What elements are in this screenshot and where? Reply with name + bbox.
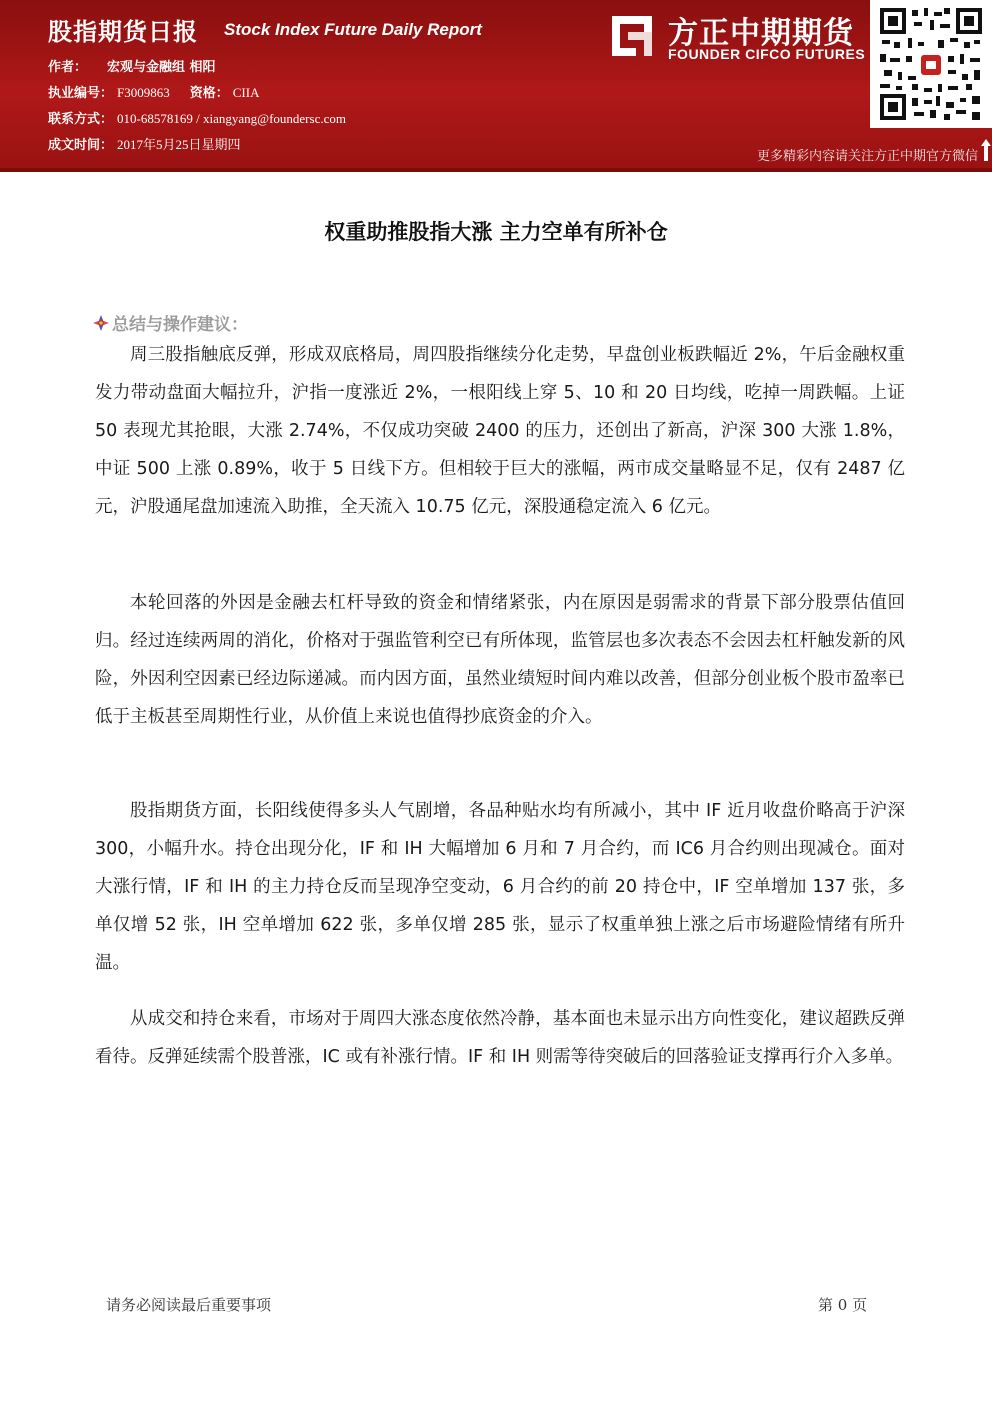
qr-code-icon bbox=[878, 6, 984, 122]
header-divider bbox=[0, 168, 992, 172]
author-label: 作者： bbox=[48, 60, 88, 75]
qual-value: CIIA bbox=[232, 85, 260, 100]
contact-label: 联系方式： bbox=[48, 112, 114, 127]
wechat-qr-code bbox=[870, 0, 992, 128]
diamond-bullet-icon bbox=[92, 314, 110, 332]
arrow-up-icon bbox=[980, 138, 992, 162]
author-line bbox=[48, 56, 216, 75]
brand-name-cn: 方正中期期货 bbox=[668, 16, 854, 51]
section-heading-text: 总结与操作建议： bbox=[112, 315, 248, 335]
date-label: 成文时间： bbox=[48, 138, 114, 153]
section-heading bbox=[92, 310, 248, 335]
report-header bbox=[0, 0, 992, 168]
report-title-en: Stock Index Future Daily Report bbox=[224, 20, 482, 39]
brand-name-en: FOUNDER CIFCO FUTURES bbox=[668, 46, 866, 62]
article-headline: 权重助推股指大涨 主力空单有所补仓 bbox=[324, 220, 668, 244]
article-paragraph: 股指期货方面，长阳线使得多头人气剧增，各品种贴水均有所减小，其中 IF 近月收盘价略高于沪深 300，小幅升水。持仓出现分化，IF 和 IH 大幅增加 6 月和 7 月合约，而 IC6 月合约则出现减仓。面对大涨行情，IF 和 IH 的主力持仓反而呈现净空变动，6 月合约的前 20 持仓中，IF 空单增加 137 张，多单仅增 52 张，IH 空单增加 622 张，多单仅增 285 张，显示了权重单独上涨之后市场避险情绪有所升温。 bbox=[95, 801, 905, 973]
follow-wechat-note: 更多精彩内容请关注方正中期官方微信 bbox=[756, 149, 978, 164]
article-paragraph: 本轮回落的外因是金融去杠杆导致的资金和情绪紧张，内在原因是弱需求的背景下部分股票估值回归。经过连续两周的消化，价格对于强监管利空已有所体现，监管层也多次表态不会因去杠杆触发新的风险，外因利空因素已经边际递减。而内因方面，虽然业绩短时间内难以改善，但部分创业板个股市盈率已低于主板甚至周期性行业，从价值上来说也值得抄底资金的介入。 bbox=[95, 593, 905, 727]
contact-value: 010-68578169 / xiangyang@foundersc.com bbox=[117, 111, 346, 126]
contact-line bbox=[48, 108, 346, 127]
date-value: 2017年5月25日星期四 bbox=[117, 137, 241, 152]
license-line bbox=[48, 82, 259, 101]
footer-notice: 请务必阅读最后重要事项 bbox=[106, 1296, 272, 1314]
author-value: 宏观与金融组 相阳 bbox=[107, 60, 216, 75]
article-paragraph: 周三股指触底反弹，形成双底格局，周四股指继续分化走势，早盘创业板跌幅近 2%，午后金融权重发力带动盘面大幅拉升，沪指一度涨近 2%，一根阳线上穿 5、10 和 20 日均线，吃掉一周跌幅。上证 50 表现尤其抢眼，大涨 2.74%，不仅成功突破 2400 的压力，还创出了新高，沪深 300 大涨 1.8%，中证 500 上涨 0.89%，收于 5 日线下方。但相较于巨大的涨幅，两市成交量略显不足，仅有 2487 亿元，沪股通尾盘加速流入助推，全天流入 10.75 亿元，深股通稳定流入 6 亿元。 bbox=[95, 345, 905, 517]
founder-logo-icon bbox=[608, 12, 656, 60]
page-number: 第 0 页 bbox=[818, 1296, 868, 1314]
brand bbox=[608, 8, 868, 68]
license-label: 执业编号： bbox=[48, 86, 114, 101]
qual-label: 资格： bbox=[189, 86, 229, 101]
report-title: 股指期货日报 bbox=[48, 18, 198, 46]
date-line bbox=[48, 134, 241, 153]
article-paragraph: 从成交和持仓来看，市场对于周四大涨态度依然冷静，基本面也未显示出方向性变化，建议超跌反弹看待。反弹延续需个股普涨，IC 或有补涨行情。IF 和 IH 则需等待突破后的回落验证支撑再行介入多单。 bbox=[95, 1009, 905, 1067]
license-value: F3009863 bbox=[117, 85, 170, 100]
